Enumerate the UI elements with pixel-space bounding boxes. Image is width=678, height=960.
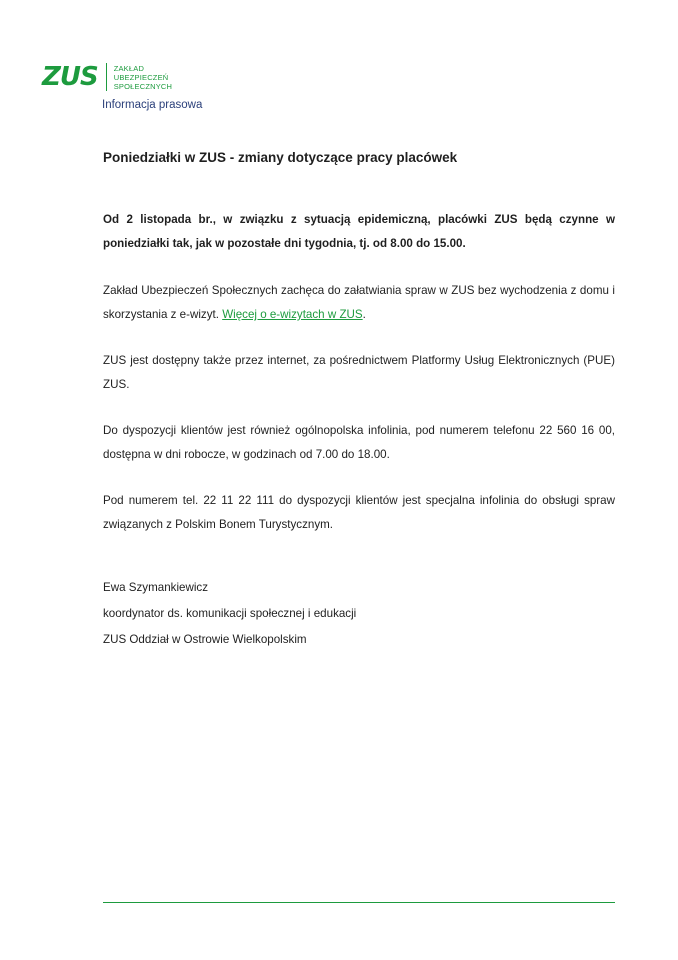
signature-role: koordynator ds. komunikacji społecznej i edukacji: [103, 607, 357, 620]
zus-logo: [42, 63, 172, 91]
logo-divider: [106, 63, 107, 91]
paragraph-tourist-bonus: Pod numerem tel. 22 11 22 111 do dyspozycji klientów jest specjalna infolinia do obsługi spraw związanych z Polskim Bonem Turystycznym.: [103, 494, 615, 531]
lead-paragraph: Od 2 listopada br., w związku z sytuacją epidemiczną, placówki ZUS będą czynne w poniedziałki tak, jak w pozostałe dni tygodnia, tj. od 8.00 do 15.00.: [103, 213, 615, 250]
logo-mark: ZUS: [42, 62, 98, 92]
e-visits-link[interactable]: Więcej o e-wizytach w ZUS: [222, 308, 363, 321]
paragraph-e-visits-text: Zakład Ubezpieczeń Społecznych zachęca do załatwiania spraw w ZUS bez wychodzenia z domu i skorzystania z e-wizyt.: [103, 284, 615, 321]
logo-text: [114, 64, 172, 91]
paragraph-e-visits-end: .: [362, 308, 366, 321]
logo-line-1: ZAKŁAD: [113, 63, 145, 73]
paragraph-e-visits: [103, 279, 615, 327]
paragraph-hotline: Do dyspozycji klientów jest również ogólnopolska infolinia, pod numerem telefonu 22 560 16 00, dostępna w dni robocze, w godzinach od 7.00 do 18.00.: [103, 424, 615, 461]
logo-line-3: SPOŁECZNYCH: [113, 81, 173, 91]
signature-office: ZUS Oddział w Ostrowie Wielkopolskim: [103, 633, 307, 646]
footer-divider: [103, 902, 615, 903]
paragraph-pue: ZUS jest dostępny także przez internet, za pośrednictwem Platformy Usług Elektronicznych (PUE) ZUS.: [103, 354, 615, 391]
logo-line-2: UBEZPIECZEŃ: [113, 72, 169, 82]
signature: [103, 575, 356, 653]
document-title: Poniedziałki w ZUS - zmiany dotyczące pracy placówek: [103, 150, 458, 165]
signature-name: Ewa Szymankiewicz: [103, 581, 209, 594]
press-release-label: Informacja prasowa: [102, 99, 203, 111]
